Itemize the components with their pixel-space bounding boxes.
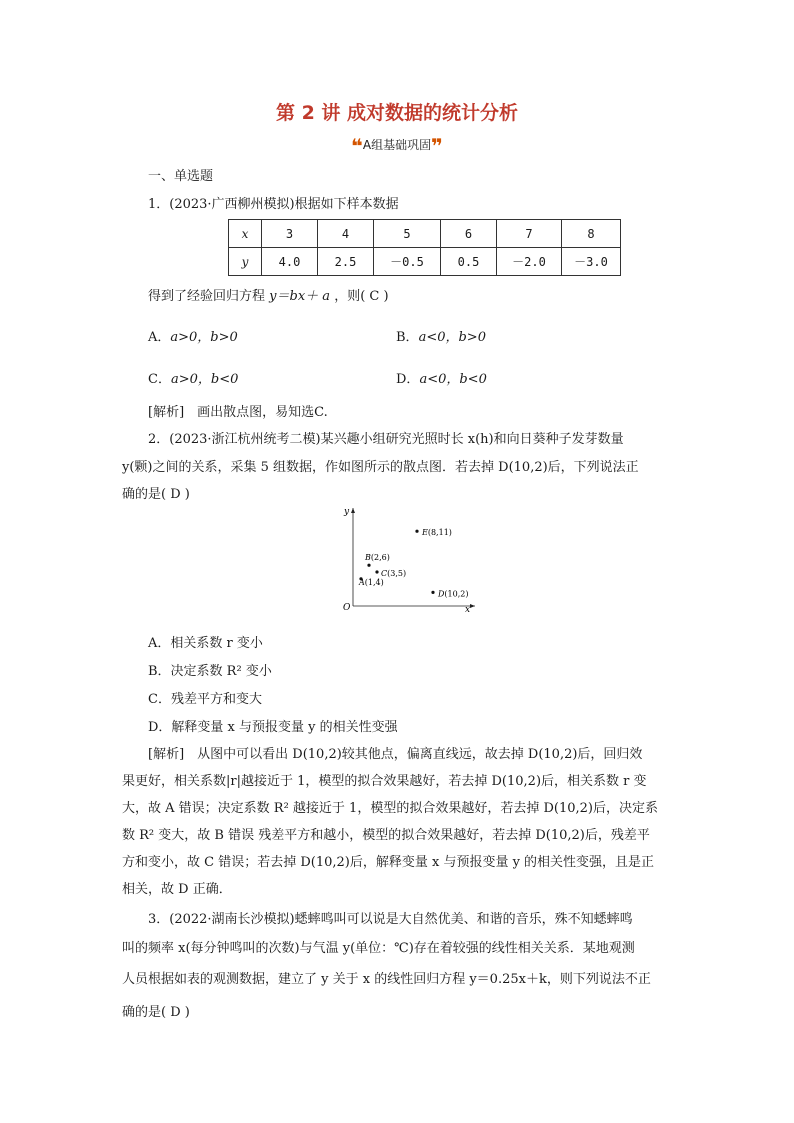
open-quote-icon: ❝ [351,134,363,158]
q1-analysis: [解析] 画出散点图，易知选C. [148,405,328,420]
q1-regression-equation: y＝bx＋ a [269,289,331,304]
close-quote-icon: ❞ [431,134,443,158]
q1-regression-line [148,285,389,304]
q1-eq-prefix: 得到了经验回归方程 [148,289,266,304]
q2-stem-line-1: 2．(2023·浙江杭州统考二模)某兴趣小组研究光照时长 x(h)和向日葵种子发芽数量 [148,432,624,447]
table-cell: 7 [497,220,562,248]
q2-option-c: C．残差平方和变大 [148,692,262,707]
scatter-point-label: E(8,11) [422,528,452,538]
table-header-y: y [229,248,262,276]
q2-analysis-line: 方和变小，故 C 错误；若去掉 D(10,2)后，解释变量 x 与预报变量 y 的相关性变强，且是正 [122,855,655,870]
page-title: 第 2 讲 成对数据的统计分析 [275,102,519,124]
q2-analysis-line: 果更好，相关系数|r|越接近于 1，模型的拟合效果越好，若去掉 D(10,2)后，相关系数 r 变 [122,774,647,789]
scatter-point-label: D(10,2) [438,589,469,599]
q3-stem-line: 叫的频率 x(每分钟鸣叫的次数)与气温 y(单位：℃)存在着较强的线性相关关系．某地观测 [122,941,635,956]
table-cell: 8 [562,220,621,248]
section-heading: 一、单选题 [148,169,214,184]
y-axis-label: y [344,507,350,517]
table-header-x: x [229,220,262,248]
q1-option-c: C．a>0，b<0 [148,372,239,387]
q2-option-d: D．解释变量 x 与预报变量 y 的相关性变强 [148,720,398,735]
q1-sample-table [228,219,621,276]
q2-stem-line-3: 确的是( D ) [122,487,190,502]
table-cell: 0.5 [441,248,497,276]
q2-scatter-figure [335,504,485,616]
q2-option-b: B．决定系数 R² 变小 [148,664,272,679]
table-cell: 4.0 [262,248,318,276]
q1-eq-suffix: ，则( C ) [334,289,389,304]
table-cell: 6 [441,220,497,248]
scatter-point-label: C(3,5) [381,569,407,578]
q3-stem-line: 人员根据如表的观测数据，建立了 y 关于 x 的线性回归方程 y＝0.25x＋k，则下列说法不正 [122,972,651,987]
scatter-points [358,528,468,598]
subtitle-text: A组基础巩固 [362,138,432,152]
scatter-point-d [431,591,434,594]
q1-stem: 1．(2023·广西柳州模拟)根据如下样本数据 [148,197,399,212]
scatter-point-b [367,564,370,567]
x-axis-arrow-icon [470,604,475,608]
table-row-y [229,248,621,276]
table-cell: －0.5 [374,248,441,276]
table-cell: 2.5 [318,248,374,276]
q1-option-b: B．a<0，b>0 [396,330,486,345]
q2-analysis-line: [解析] 从图中可以看出 D(10,2)较其他点，偏离直线远，故去掉 D(10,2)后，回归效 [148,747,643,762]
q1-option-d: D．a<0，b<0 [396,372,487,387]
section-subtitle [0,134,794,158]
scatter-point-e [415,530,418,533]
table-cell: －3.0 [562,248,621,276]
scatter-point-label: A(1,4) [359,577,384,587]
table-cell: －2.0 [497,248,562,276]
y-axis-arrow-icon [351,508,355,513]
scatter-point-label: B(2,6) [365,553,390,563]
q3-stem-line: 3．(2022·湖南长沙模拟)蟋蟀鸣叫可以说是大自然优美、和谐的音乐，殊不知蟋蟀鸣 [148,912,633,927]
origin-label: O [343,603,351,613]
table-row-x [229,220,621,248]
q3-stem-line: 确的是( D ) [122,1005,190,1020]
q2-analysis-line: 数 R² 变大，故 B 错误 残差平方和越小，模型的拟合效果越好，若去掉 D(10,2)后，残差平 [122,828,650,843]
x-axis-label: x [465,605,471,615]
q2-stem-line-2: y(颗)之间的关系，采集 5 组数据，作如图所示的散点图．若去掉 D(10,2)后，下列说法正 [122,460,639,475]
q2-analysis-line: 相关，故 D 正确． [122,882,232,897]
scatter-point-c [375,570,378,573]
q2-analysis-line: 大，故 A 错误；决定系数 R² 越接近于 1，模型的拟合效果越好，若去掉 D(10,2)后，决定系 [122,801,658,816]
table-cell: 4 [318,220,374,248]
table-cell: 5 [374,220,441,248]
q1-option-a: A．a>0，b>0 [148,330,238,345]
q2-option-a: A．相关系数 r 变小 [148,636,263,651]
table-cell: 3 [262,220,318,248]
